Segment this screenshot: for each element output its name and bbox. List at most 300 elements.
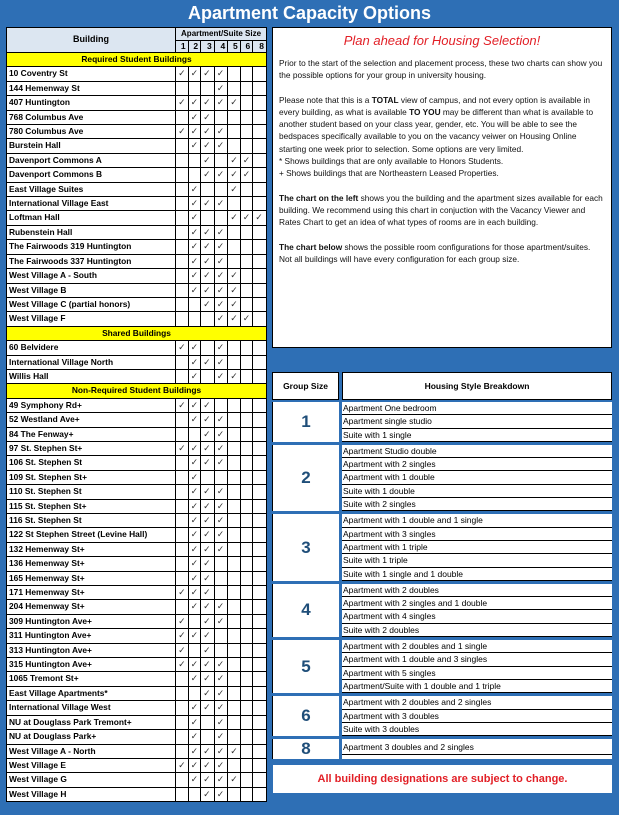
empty-cell [228,441,241,455]
table-row [7,197,267,211]
check-icon: ✓ [214,441,228,455]
check-icon: ✓ [176,341,189,355]
check-icon: ✓ [176,125,189,139]
plan-ahead-heading: Plan ahead for Housing Selection! [343,33,541,48]
page-title: Apartment Capacity Options [187,3,432,23]
building-name: 60 Belvidere [7,341,176,355]
table-row [7,557,267,571]
check-icon: ✓ [228,312,241,326]
group-size-table [272,372,612,762]
check-icon: ✓ [188,225,201,239]
empty-cell [240,240,253,254]
group-row [272,739,612,759]
check-icon: ✓ [214,758,228,772]
empty-cell [253,758,267,772]
check-icon: ✓ [201,355,215,369]
table-row [7,787,267,801]
building-name: 49 Symphony Rd+ [7,398,176,412]
empty-cell [176,672,189,686]
housing-style-item: Apartment with 2 doubles and 1 single [342,640,612,653]
housing-style-item: Apartment with 1 double and 3 singles [342,653,612,666]
check-icon: ✓ [188,715,201,729]
building-name: West Village C (partial honors) [7,297,176,311]
check-icon: ✓ [188,139,201,153]
empty-cell [253,168,267,182]
empty-cell [176,283,189,297]
empty-cell [253,643,267,657]
empty-cell [228,470,241,484]
empty-cell [240,557,253,571]
check-icon: ✓ [214,297,228,311]
check-icon: ✓ [214,485,228,499]
check-icon: ✓ [188,254,201,268]
empty-cell [253,499,267,513]
building-name: 311 Huntington Ave+ [7,629,176,643]
check-icon: ✓ [201,614,215,628]
check-icon: ✓ [228,96,241,110]
table-row [7,427,267,441]
empty-cell [253,297,267,311]
table-row [7,110,267,124]
table-row [7,341,267,355]
empty-cell [240,658,253,672]
empty-cell [201,341,215,355]
empty-cell [253,773,267,787]
building-name: 171 Hemenway St+ [7,586,176,600]
check-icon: ✓ [188,528,201,542]
check-icon: ✓ [188,470,201,484]
check-icon: ✓ [201,701,215,715]
empty-cell [240,341,253,355]
empty-cell [228,225,241,239]
check-icon: ✓ [201,67,215,81]
empty-cell [240,758,253,772]
table-row [7,758,267,772]
building-name: West Village H [7,787,176,801]
building-name: 97 St. Stephen St+ [7,441,176,455]
check-icon: ✓ [201,283,215,297]
empty-cell [228,485,241,499]
empty-cell [228,514,241,528]
check-icon: ✓ [228,744,241,758]
building-name: East Village Apartments* [7,686,176,700]
check-icon: ✓ [214,499,228,513]
empty-cell [240,773,253,787]
empty-cell [201,312,215,326]
check-icon: ✓ [214,254,228,268]
check-icon: ✓ [201,125,215,139]
building-name: West Village F [7,312,176,326]
group-row [272,445,612,511]
empty-cell [176,499,189,513]
empty-cell [214,153,228,167]
group-size-number: 1 [272,402,339,442]
empty-cell [253,629,267,643]
intro-paragraph: Prior to the start of the selection and placement process, these two charts can show you the possible options for your group in university housing. [279,58,603,81]
check-icon: ✓ [188,269,201,283]
check-icon: ✓ [201,153,215,167]
check-icon: ✓ [176,586,189,600]
table-row [7,715,267,729]
housing-style-item: Apartment with 1 triple [342,541,612,554]
group-row [272,696,612,736]
check-icon: ✓ [188,730,201,744]
empty-cell [228,658,241,672]
empty-cell [253,153,267,167]
check-icon: ✓ [188,182,201,196]
building-name: Davenport Commons B [7,168,176,182]
empty-cell [253,787,267,801]
check-icon: ✓ [201,225,215,239]
empty-cell [240,730,253,744]
disclaimer-note: All building designations are subject to change. [273,765,612,793]
check-icon: ✓ [176,67,189,81]
empty-cell [240,139,253,153]
group-size-number: 3 [272,514,339,580]
housing-style-item: Apartment with 2 doubles [342,584,612,597]
empty-cell [253,456,267,470]
empty-cell [176,514,189,528]
table-row [7,211,267,225]
empty-cell [201,81,215,95]
building-name: 109 St. Stephen St+ [7,470,176,484]
building-name: 165 Hemenway St+ [7,571,176,585]
check-icon: ✓ [201,528,215,542]
building-name: 313 Huntington Ave+ [7,643,176,657]
table-row [7,658,267,672]
empty-cell [240,254,253,268]
check-icon: ✓ [240,168,253,182]
empty-cell [253,341,267,355]
empty-cell [228,427,241,441]
empty-cell [240,600,253,614]
building-name: 136 Hemenway St+ [7,557,176,571]
empty-cell [228,81,241,95]
empty-cell [214,110,228,124]
group-row [272,584,612,637]
empty-cell [228,413,241,427]
table-row [7,629,267,643]
table-row [7,67,267,81]
empty-cell [228,542,241,556]
empty-cell [253,715,267,729]
empty-cell [176,686,189,700]
table-row [7,499,267,513]
building-name: Rubenstein Hall [7,225,176,239]
check-icon: ✓ [201,269,215,283]
housing-style-item: Apartment with 1 double and 1 single [342,514,612,527]
check-icon: ✓ [214,125,228,139]
group-size-number: 5 [272,640,339,693]
empty-cell [228,67,241,81]
housing-style-item: Apartment with 3 singles [342,528,612,541]
check-icon: ✓ [201,456,215,470]
empty-cell [253,571,267,585]
empty-cell [214,398,228,412]
building-name: 115 St. Stephen St+ [7,499,176,513]
empty-cell [253,701,267,715]
empty-cell [240,67,253,81]
check-icon: ✓ [228,283,241,297]
empty-cell [176,485,189,499]
check-icon: ✓ [201,672,215,686]
empty-cell [228,398,241,412]
empty-cell [240,297,253,311]
empty-cell [228,643,241,657]
table-row [7,369,267,383]
check-icon: ✓ [176,758,189,772]
check-icon: ✓ [201,571,215,585]
empty-cell [253,427,267,441]
check-icon: ✓ [201,686,215,700]
table-row [7,297,267,311]
group-size-number: 2 [272,445,339,511]
empty-cell [228,730,241,744]
empty-cell [176,715,189,729]
group-size-header: Group Size [272,372,339,400]
check-icon: ✓ [201,542,215,556]
size-column-header: Apartment/Suite Size [176,28,267,41]
check-icon: ✓ [201,197,215,211]
check-icon: ✓ [214,240,228,254]
building-name: The Fairwoods 337 Huntington [7,254,176,268]
below-chart-paragraph: The chart below shows the possible room configurations for those apartment/suites. Not all buildings will have every configuration for each group size. [279,241,591,264]
empty-cell [240,283,253,297]
building-name: International Village North [7,355,176,369]
check-icon: ✓ [201,139,215,153]
empty-cell [253,67,267,81]
check-icon: ✓ [188,96,201,110]
empty-cell [240,499,253,513]
check-icon: ✓ [201,499,215,513]
empty-cell [214,182,228,196]
size-8-header: 8 [253,41,267,53]
empty-cell [176,297,189,311]
check-icon: ✓ [188,413,201,427]
building-name: 407 Huntington [7,96,176,110]
housing-style-item: Apartment with 5 singles [342,667,612,680]
empty-cell [201,369,215,383]
empty-cell [253,528,267,542]
check-icon: ✓ [201,441,215,455]
housing-style-item: Suite with 3 doubles [342,723,612,736]
housing-style-item: Apartment with 3 doubles [342,710,612,723]
empty-cell [176,456,189,470]
check-icon: ✓ [201,110,215,124]
empty-cell [240,571,253,585]
check-icon: ✓ [188,701,201,715]
check-icon: ✓ [188,600,201,614]
building-name: 309 Huntington Ave+ [7,614,176,628]
check-icon: ✓ [188,744,201,758]
table-row [7,686,267,700]
housing-style-item: Suite with 1 triple [342,554,612,567]
empty-cell [228,110,241,124]
empty-cell [201,715,215,729]
check-icon: ✓ [214,283,228,297]
check-icon: ✓ [214,456,228,470]
check-icon: ✓ [188,398,201,412]
empty-cell [214,571,228,585]
check-icon: ✓ [176,398,189,412]
group-row [272,640,612,693]
building-name: East Village Suites [7,182,176,196]
empty-cell [240,355,253,369]
empty-cell [176,168,189,182]
check-icon: ✓ [201,514,215,528]
empty-cell [240,470,253,484]
empty-cell [176,773,189,787]
check-icon: ✓ [188,240,201,254]
housing-style-item: Suite with 1 double [342,485,612,498]
building-name: 116 St. Stephen St [7,514,176,528]
building-name: NU at Douglass Park Tremont+ [7,715,176,729]
empty-cell [240,125,253,139]
empty-cell [253,369,267,383]
check-icon: ✓ [201,600,215,614]
empty-cell [188,614,201,628]
building-name: 52 Westland Ave+ [7,413,176,427]
empty-cell [253,355,267,369]
check-icon: ✓ [214,672,228,686]
empty-cell [240,225,253,239]
empty-cell [228,557,241,571]
empty-cell [176,730,189,744]
empty-cell [176,269,189,283]
empty-cell [240,485,253,499]
table-row [7,470,267,484]
empty-cell [228,571,241,585]
table-row [7,125,267,139]
empty-cell [188,686,201,700]
check-icon: ✓ [214,715,228,729]
empty-cell [228,715,241,729]
check-icon: ✓ [188,456,201,470]
housing-style-item: Apartment with 2 singles [342,458,612,471]
empty-cell [176,744,189,758]
empty-cell [240,398,253,412]
empty-cell [240,182,253,196]
check-icon: ✓ [214,542,228,556]
check-icon: ✓ [201,787,215,801]
housing-style-item: Suite with 2 singles [342,498,612,511]
building-name: 204 Hemenway St+ [7,600,176,614]
check-icon: ✓ [176,441,189,455]
table-row [7,269,267,283]
empty-cell [253,225,267,239]
empty-cell [228,787,241,801]
empty-cell [228,586,241,600]
group-row [272,514,612,580]
size-3-header: 3 [201,41,215,53]
instructions-panel [272,27,612,348]
check-icon: ✓ [188,197,201,211]
empty-cell [201,211,215,225]
check-icon: ✓ [176,614,189,628]
empty-cell [253,744,267,758]
check-icon: ✓ [214,369,228,383]
building-name: 768 Columbus Ave [7,110,176,124]
check-icon: ✓ [228,369,241,383]
building-name: Willis Hall [7,369,176,383]
check-icon: ✓ [214,67,228,81]
empty-cell [201,470,215,484]
check-icon: ✓ [176,643,189,657]
section-header: Required Student Buildings [7,53,267,67]
check-icon: ✓ [188,557,201,571]
check-icon: ✓ [214,701,228,715]
building-name: West Village A - North [7,744,176,758]
housing-style-item: Apartment 3 doubles and 2 singles [342,739,612,755]
check-icon: ✓ [214,269,228,283]
empty-cell [176,470,189,484]
empty-cell [176,110,189,124]
check-icon: ✓ [188,542,201,556]
empty-cell [253,514,267,528]
empty-cell [240,96,253,110]
empty-cell [253,557,267,571]
empty-cell [176,182,189,196]
check-icon: ✓ [201,758,215,772]
check-icon: ✓ [214,427,228,441]
empty-cell [253,125,267,139]
table-row [7,614,267,628]
empty-cell [228,600,241,614]
table-row [7,643,267,657]
check-icon: ✓ [214,225,228,239]
empty-cell [240,672,253,686]
check-icon: ✓ [214,355,228,369]
check-icon: ✓ [188,571,201,585]
check-icon: ✓ [214,528,228,542]
empty-cell [240,456,253,470]
size-5-header: 5 [228,41,241,53]
size-2-header: 2 [188,41,201,53]
empty-cell [228,355,241,369]
housing-style-item: Apartment with 4 singles [342,610,612,623]
empty-cell [188,427,201,441]
empty-cell [240,586,253,600]
building-name: The Fairwoods 319 Huntington [7,240,176,254]
empty-cell [214,586,228,600]
empty-cell [253,658,267,672]
building-name: West Village G [7,773,176,787]
check-icon: ✓ [188,125,201,139]
empty-cell [253,542,267,556]
empty-cell [188,787,201,801]
size-1-header: 1 [176,41,189,53]
check-icon: ✓ [214,413,228,427]
table-row [7,81,267,95]
leased-legend: + Shows buildings that are Northeastern Leased Properties. [279,168,499,179]
empty-cell [176,211,189,225]
empty-cell [253,139,267,153]
check-icon: ✓ [201,557,215,571]
building-capacity-table [6,27,267,802]
check-icon: ✓ [201,658,215,672]
empty-cell [253,254,267,268]
check-icon: ✓ [214,341,228,355]
empty-cell [176,254,189,268]
empty-cell [176,312,189,326]
building-name: 122 St Stephen Street (Levine Hall) [7,528,176,542]
check-icon: ✓ [188,672,201,686]
empty-cell [253,600,267,614]
check-icon: ✓ [201,485,215,499]
check-icon: ✓ [188,369,201,383]
check-icon: ✓ [214,744,228,758]
check-icon: ✓ [188,499,201,513]
